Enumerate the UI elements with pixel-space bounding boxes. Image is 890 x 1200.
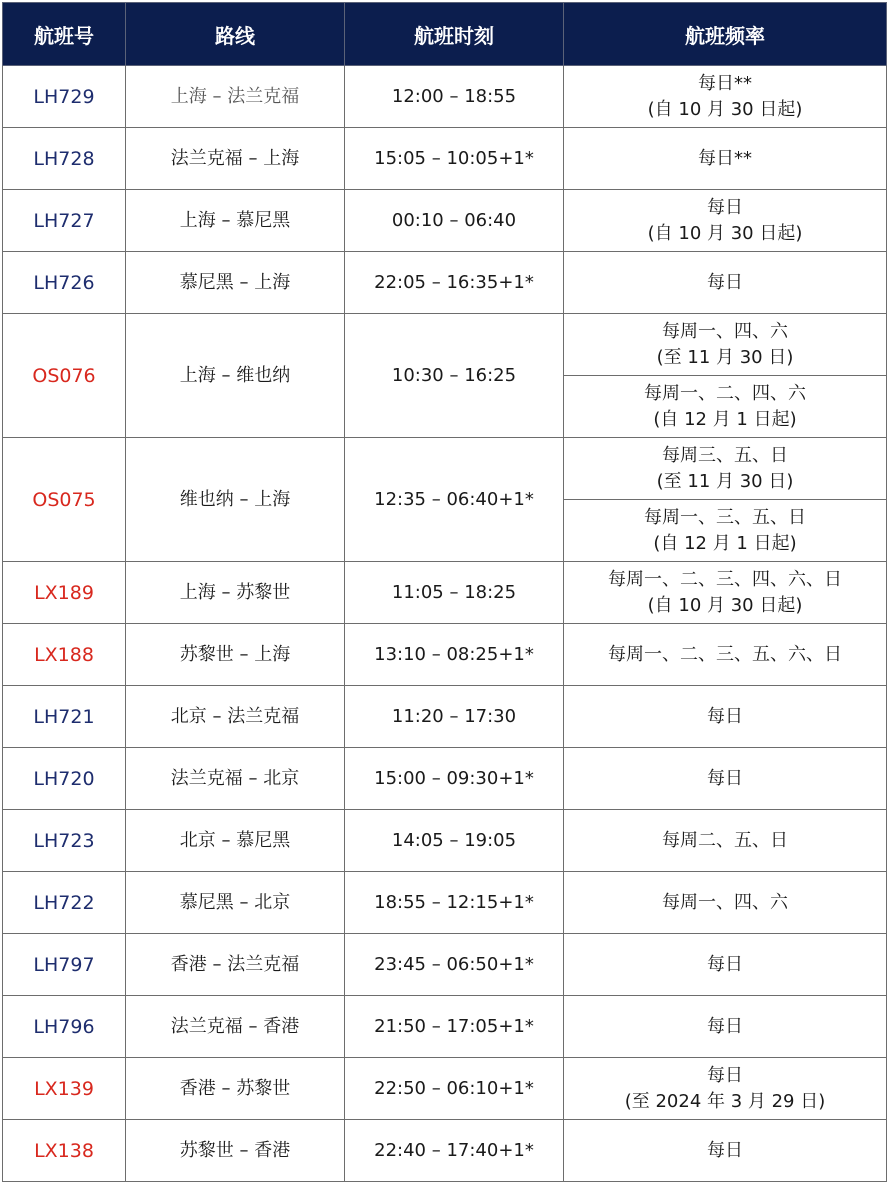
route: 上海 – 苏黎世 [126,562,345,624]
frequency-line: 每周三、五、日 [662,444,788,466]
frequency [564,872,887,934]
frequency [564,748,887,810]
frequency-note: (自 10 月 30 日起) [647,222,803,244]
frequency-line: 每日 [707,1139,743,1161]
frequency [564,996,887,1058]
flight-number: OS076 [3,314,126,438]
frequency-line: 每日** [698,147,752,169]
table-row [3,438,887,500]
flight-number: LH726 [3,252,126,314]
flight-time: 10:30 – 16:25 [345,314,564,438]
frequency-line: 每日 [707,1015,743,1037]
frequency [564,624,887,686]
frequency-line: 每周一、二、三、四、六、日 [608,568,842,590]
frequency-note: (自 12 月 1 日起) [653,532,797,554]
frequency-note: (自 12 月 1 日起) [653,408,797,430]
header-row [3,3,887,66]
frequency-note: (自 10 月 30 日起) [647,98,803,120]
flight-time: 15:00 – 09:30+1* [345,748,564,810]
flight-number: LH723 [3,810,126,872]
route: 北京 – 法兰克福 [126,686,345,748]
route: 慕尼黑 – 上海 [126,252,345,314]
route: 香港 – 苏黎世 [126,1058,345,1120]
route: 香港 – 法兰克福 [126,934,345,996]
flight-time: 11:20 – 17:30 [345,686,564,748]
route: 慕尼黑 – 北京 [126,872,345,934]
frequency-note: (至 11 月 30 日) [656,470,794,492]
flight-time: 14:05 – 19:05 [345,810,564,872]
flight-time: 11:05 – 18:25 [345,562,564,624]
route: 苏黎世 – 香港 [126,1120,345,1182]
flight-time: 15:05 – 10:05+1* [345,128,564,190]
table-row [3,190,887,252]
flight-number: LH728 [3,128,126,190]
table-row [3,748,887,810]
flight-number: LH722 [3,872,126,934]
frequency [564,314,887,376]
header-flight-time: 航班时刻 [345,3,564,66]
route: 上海 – 慕尼黑 [126,190,345,252]
route: 苏黎世 – 上海 [126,624,345,686]
frequency-line: 每日 [707,271,743,293]
frequency [564,252,887,314]
route: 上海 – 维也纳 [126,314,345,438]
flight-number: LX138 [3,1120,126,1182]
route: 法兰克福 – 上海 [126,128,345,190]
frequency [564,438,887,500]
flight-number: LX139 [3,1058,126,1120]
table-row [3,872,887,934]
table-row [3,624,887,686]
flight-time: 23:45 – 06:50+1* [345,934,564,996]
flight-schedule [2,2,886,1182]
flight-time: 22:05 – 16:35+1* [345,252,564,314]
frequency-line: 每日 [707,953,743,975]
frequency [564,562,887,624]
frequency [564,810,887,872]
frequency [564,66,887,128]
table-row [3,686,887,748]
frequency [564,128,887,190]
table-row [3,1120,887,1182]
flight-time: 21:50 – 17:05+1* [345,996,564,1058]
route: 维也纳 – 上海 [126,438,345,562]
flight-time: 13:10 – 08:25+1* [345,624,564,686]
flight-number: LH796 [3,996,126,1058]
frequency-line: 每周二、五、日 [662,829,788,851]
frequency-note: (自 10 月 30 日起) [647,594,803,616]
frequency-note: (至 11 月 30 日) [656,346,794,368]
table-row [3,66,887,128]
frequency [564,500,887,562]
route: 北京 – 慕尼黑 [126,810,345,872]
frequency-line: 每周一、三、五、日 [644,506,806,528]
table-row [3,934,887,996]
flight-number: LH721 [3,686,126,748]
frequency-line: 每周一、四、六 [662,320,788,342]
flight-number: OS075 [3,438,126,562]
flight-time: 00:10 – 06:40 [345,190,564,252]
frequency-line: 每日 [707,196,743,218]
flight-schedule-table [2,2,887,1182]
header-route: 路线 [126,3,345,66]
table-row [3,562,887,624]
header-flight-number: 航班号 [3,3,126,66]
table-row [3,1058,887,1120]
frequency-line: 每日 [707,767,743,789]
frequency [564,1058,887,1120]
route: 法兰克福 – 北京 [126,748,345,810]
flight-time: 22:40 – 17:40+1* [345,1120,564,1182]
flight-time: 12:00 – 18:55 [345,66,564,128]
flight-number: LH797 [3,934,126,996]
flight-time: 18:55 – 12:15+1* [345,872,564,934]
flight-number: LH720 [3,748,126,810]
frequency-line: 每周一、二、四、六 [644,382,806,404]
frequency [564,376,887,438]
frequency [564,686,887,748]
flight-number: LH729 [3,66,126,128]
frequency-line: 每日 [707,1064,743,1086]
frequency-line: 每日 [707,705,743,727]
flight-number: LX189 [3,562,126,624]
header-frequency: 航班频率 [564,3,887,66]
frequency-line: 每周一、二、三、五、六、日 [608,643,842,665]
flight-time: 12:35 – 06:40+1* [345,438,564,562]
flight-number: LH727 [3,190,126,252]
frequency [564,934,887,996]
table-row [3,810,887,872]
route: 法兰克福 – 香港 [126,996,345,1058]
table-row [3,996,887,1058]
frequency-line: 每周一、四、六 [662,891,788,913]
flight-time: 22:50 – 06:10+1* [345,1058,564,1120]
table-row [3,314,887,376]
table-row [3,128,887,190]
frequency [564,190,887,252]
route: 上海 – 法兰克福 [126,66,345,128]
frequency-note: (至 2024 年 3 月 29 日) [624,1090,826,1112]
frequency [564,1120,887,1182]
flight-number: LX188 [3,624,126,686]
table-row [3,252,887,314]
frequency-line: 每日** [698,72,752,94]
